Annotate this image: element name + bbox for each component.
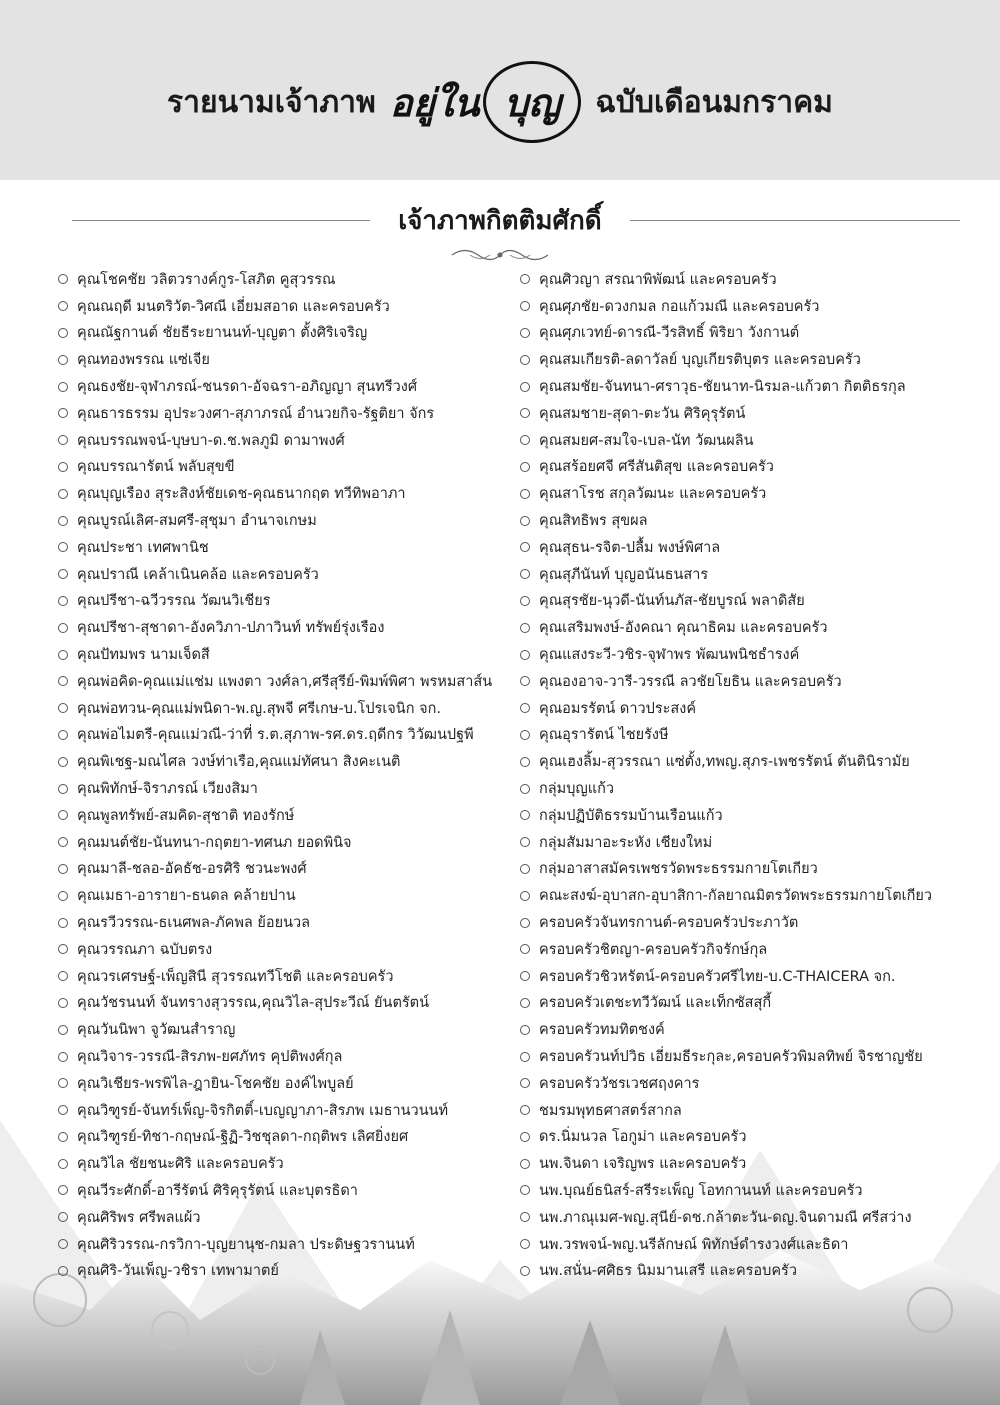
circle-bullet-icon <box>58 1132 68 1142</box>
donor-name: คุณบรรณพจน์-บุษบา-ด.ช.พลภูมิ ดามาพงศ์ <box>77 432 345 449</box>
circle-bullet-icon <box>58 569 68 579</box>
donor-name: ครอบครัวชิวหรัตน์-ครอบครัวศรีไทย-บ.C-THAICERA จก. <box>539 968 896 985</box>
donor-name: คุณทองพรรณ แซ่เจีย <box>77 352 210 369</box>
right-list-item <box>520 802 960 829</box>
donor-name: คุณมาลี-ชลอ-อัคธัช-อรศิริ ชวนะพงศ์ <box>77 861 307 878</box>
circle-bullet-icon <box>520 784 530 794</box>
left-list-item <box>58 266 518 293</box>
right-list-item <box>520 427 960 454</box>
left-list-item <box>58 454 518 481</box>
circle-bullet-icon <box>520 757 530 767</box>
circle-bullet-icon <box>58 623 68 633</box>
donor-name: ครอบครัวจันทรกานต์-ครอบครัวประภาวัต <box>539 915 799 932</box>
circle-bullet-icon <box>520 542 530 552</box>
donor-name: คุณวรเศรษฐ์-เพ็ญสินี สุวรรณทวีโชติ และครอบครัว <box>77 968 394 985</box>
right-list-item <box>520 400 960 427</box>
circle-bullet-icon <box>58 516 68 526</box>
left-list-item <box>58 534 518 561</box>
right-list-item <box>520 829 960 856</box>
donor-name: คุณธงชัย-จุฬาภรณ์-ชนรดา-อัจฉรา-อภิญญา สุนทรีวงศ์ <box>77 379 418 396</box>
donor-name: กลุ่มสัมมาอะระหัง เชียงใหม่ <box>539 834 713 851</box>
right-list-item <box>520 1070 960 1097</box>
left-list-item <box>58 963 518 990</box>
donor-name: คุณศิริพร ศรีพลแผ้ว <box>77 1209 201 1226</box>
left-list-item <box>58 802 518 829</box>
left-list-item <box>58 748 518 775</box>
circle-bullet-icon <box>520 408 530 418</box>
donor-name: คุณสิทธิพร สุขผล <box>539 513 648 530</box>
donor-name: คุณพ่อทวน-คุณแม่พนิดา-พ.ญ.สุพจี ศรีเกษ-บ.โปรเจนิก จก. <box>77 700 441 717</box>
circle-bullet-icon <box>58 971 68 981</box>
circle-bullet-icon <box>520 650 530 660</box>
donor-name: คุณรวีวรรณ-ธเนศพล-ภัคพล ย้อยนวล <box>77 915 311 932</box>
right-name-list <box>520 266 960 1284</box>
donor-name: คุณสมชาย-สุดา-ตะวัน ศิริคุรุรัตน์ <box>539 405 746 422</box>
donor-name: คุณปัทมพร นามเจ็ดสี <box>77 647 210 664</box>
right-list-item <box>520 480 960 507</box>
donor-name: นพ.บุณย์ธนิสร์-สรีระเพ็ญ โอทกานนท์ และครอบครัว <box>539 1182 863 1199</box>
circle-bullet-icon <box>58 1212 68 1222</box>
right-list-item <box>520 1257 960 1284</box>
circle-bullet-icon <box>58 1266 68 1276</box>
donor-name: คุณโชคชัย วลิตวรางค์กูร-โสภิต คูสุวรรณ <box>77 271 336 288</box>
circle-bullet-icon <box>58 891 68 901</box>
donor-name: คุณสาโรช สกุลวัฒนะ และครอบครัว <box>539 486 767 503</box>
circle-bullet-icon <box>520 274 530 284</box>
donor-name: คุณเสริมพงษ์-อังคณา คุณาธิคม และครอบครัว <box>539 620 828 637</box>
circle-bullet-icon <box>58 864 68 874</box>
circle-bullet-icon <box>58 998 68 1008</box>
right-list-item <box>520 963 960 990</box>
donor-name: คุณสุภีนันท์ บุญอนันธนสาร <box>539 566 709 583</box>
donor-name: นพ.วรพจน์-พญ.นรีลักษณ์ พิทักษ์ดำรงวงศ์และธิดา <box>539 1236 849 1253</box>
right-list-item <box>520 1097 960 1124</box>
circle-bullet-icon <box>520 703 530 713</box>
right-list-item <box>520 1150 960 1177</box>
right-list-item <box>520 990 960 1017</box>
circle-bullet-icon <box>58 462 68 472</box>
circle-bullet-icon <box>520 810 530 820</box>
circle-bullet-icon <box>58 1052 68 1062</box>
donor-name: คุณเมธา-อารายา-ธนดล คล้ายปาน <box>77 888 296 905</box>
circle-bullet-icon <box>520 569 530 579</box>
right-list-item <box>520 1177 960 1204</box>
left-list-item <box>58 346 518 373</box>
circle-bullet-icon <box>520 1052 530 1062</box>
donor-name: คุณปรีชา-สุชาดา-อังควิภา-ปภาวินท์ ทรัพย์รุ่งเรือง <box>77 620 385 637</box>
donor-name: คุณวิเชียร-พรพิไล-ฎายิน-โชคชัย องค์ไพบูลย์ <box>77 1075 354 1092</box>
right-list-item <box>520 561 960 588</box>
logo-text-part2: บุญ <box>504 79 561 125</box>
donor-name: คุณมนต์ชัย-นันทนา-กฤตยา-ทศนภ ยอดพินิจ <box>77 834 352 851</box>
donor-name: คุณปราณี เคล้าเนินคล้อ และครอบครัว <box>77 566 319 583</box>
donor-name: คุณศิริวรรณ-กรวิกา-บุญยานุช-กมลา ประดิษฐวรานนท์ <box>77 1236 415 1253</box>
circle-bullet-icon <box>520 1212 530 1222</box>
donor-name: คุณประชา เทศพานิช <box>77 539 209 556</box>
left-list-item <box>58 1070 518 1097</box>
header-banner <box>0 0 1000 180</box>
circle-bullet-icon <box>58 355 68 365</box>
left-list-item <box>58 936 518 963</box>
circle-bullet-icon <box>58 676 68 686</box>
circle-bullet-icon <box>520 1078 530 1088</box>
circle-bullet-icon <box>520 623 530 633</box>
right-list-item <box>520 1204 960 1231</box>
donor-name: คุณบูรณ์เลิศ-สมศรี-สุชุมา อำนาจเกษม <box>77 513 317 530</box>
donor-name: คุณวัชรนนท์ จันทรางสุวรรณ,คุณวิไล-สุประวีณ์ ยันตรัตน์ <box>77 995 430 1012</box>
right-list-item <box>520 1043 960 1070</box>
circle-bullet-icon <box>58 1185 68 1195</box>
left-list-item <box>58 1124 518 1151</box>
circle-bullet-icon <box>520 1132 530 1142</box>
circle-bullet-icon <box>58 542 68 552</box>
left-list-item <box>58 1150 518 1177</box>
left-list-item <box>58 990 518 1017</box>
left-list-item <box>58 1097 518 1124</box>
circle-bullet-icon <box>58 810 68 820</box>
right-list-item <box>520 775 960 802</box>
right-list-item <box>520 454 960 481</box>
donor-name: คุณศุภเวทย์-ดารณี-วีรสิทธิ์ พิริยา วังกานต์ <box>539 325 800 342</box>
circle-bullet-icon <box>58 918 68 928</box>
left-list-item <box>58 882 518 909</box>
left-list-item <box>58 1231 518 1258</box>
donor-name: คุณสมชัย-จันทนา-ศราวุธ-ชัยนาท-นิรมล-แก้วตา กิตติธรกุล <box>539 379 906 396</box>
circle-bullet-icon <box>58 650 68 660</box>
left-list-item <box>58 695 518 722</box>
donor-name: คุณพูลทรัพย์-สมคิด-สุชาติ ทองรักษ์ <box>77 807 295 824</box>
donor-name: นพ.ภาณุเมศ-พญ.สุนีย์-ดช.กล้าตะวัน-ดญ.จินดามณี ศรีสว่าง <box>539 1209 912 1226</box>
right-list-item <box>520 882 960 909</box>
donor-name: คุณพ่อคิด-คุณแม่แช่ม แพงตา วงศ์ลา,ศรีสุรีย์-พิมพ์พิศา พรหมสาส์น <box>77 673 493 690</box>
circle-bullet-icon <box>58 408 68 418</box>
donor-name: คุณอมรรัตน์ ดาวประสงค์ <box>539 700 697 717</box>
circle-bullet-icon <box>58 596 68 606</box>
left-list-item <box>58 1177 518 1204</box>
right-list-item <box>520 668 960 695</box>
circle-bullet-icon <box>58 1159 68 1169</box>
circle-bullet-icon <box>520 301 530 311</box>
circle-bullet-icon <box>58 837 68 847</box>
right-list-item <box>520 266 960 293</box>
left-list-item <box>58 1016 518 1043</box>
left-list-item <box>58 722 518 749</box>
circle-bullet-icon <box>58 328 68 338</box>
circle-bullet-icon <box>58 757 68 767</box>
left-list-item <box>58 668 518 695</box>
donor-name: คุณวรรณภา ฉบับตรง <box>77 941 213 958</box>
right-list-item <box>520 588 960 615</box>
right-list-item <box>520 722 960 749</box>
donor-name: คุณอุรารัตน์ ไชยรังษี <box>539 727 669 744</box>
donor-name: คุณองอาจ-วารี-วรรณี ลวชัยโยธิน และครอบครัว <box>539 673 842 690</box>
left-list-item <box>58 427 518 454</box>
donor-name: คุณธารธรรม อุประวงศา-สุภาภรณ์ อำนวยกิจ-รัฐติยา จักร <box>77 405 435 422</box>
donor-name: คุณวันนิพา จูวัฒนสำราญ <box>77 1022 236 1039</box>
left-list-item <box>58 373 518 400</box>
circle-bullet-icon <box>520 1266 530 1276</box>
circle-bullet-icon <box>520 596 530 606</box>
circle-bullet-icon <box>520 730 530 740</box>
donor-name: คุณพิเชฐ-มณไศล วงษ์ท่าเรือ,คุณแม่ทัศนา สิงคะเนติ <box>77 754 401 771</box>
donor-name: คุณบรรณารัตน์ พลับสุขขี <box>77 459 235 476</box>
right-list-item <box>520 320 960 347</box>
circle-bullet-icon <box>520 462 530 472</box>
left-list-item <box>58 588 518 615</box>
program-logo <box>390 61 582 143</box>
circle-bullet-icon <box>520 435 530 445</box>
donor-name: ครอบครัวชิตญา-ครอบครัวกิจรักษ์กุล <box>539 941 768 958</box>
donor-name: ดร.นิ่มนวล โอกูม่า และครอบครัว <box>539 1129 747 1146</box>
circle-bullet-icon <box>520 1159 530 1169</box>
donor-name: คุณวิฑูรย์-ทิชา-กฤษณ์-ฐิฏิ-วิชชุลดา-กฤติพร เลิศยิ่งยศ <box>77 1129 409 1146</box>
circle-bullet-icon <box>520 676 530 686</box>
donor-name: ครอบครัวทมทิตชงค์ <box>539 1022 665 1039</box>
left-list-item <box>58 561 518 588</box>
circle-bullet-icon <box>520 382 530 392</box>
donor-name: คุณศุภชัย-ดวงกมล กอแก้วมณี และครอบครัว <box>539 298 820 315</box>
right-list-item <box>520 695 960 722</box>
donor-name: คุณสุธน-รจิต-ปลื้ม พงษ์พิศาล <box>539 539 721 556</box>
donor-name: คุณศิริ-วันเพ็ญ-วชิรา เทพามาตย์ <box>77 1263 279 1280</box>
circle-bullet-icon <box>58 301 68 311</box>
donor-name: คุณสร้อยศจี ศรีสันติสุข และครอบครัว <box>539 459 774 476</box>
circle-bullet-icon <box>58 382 68 392</box>
section-title: เจ้าภาพกิตติมศักดิ์ <box>398 206 602 236</box>
donor-name: ครอบครัวเตชะทวีวัฒน์ และเท็กซัสสุกี้ <box>539 995 772 1012</box>
circle-bullet-icon <box>520 918 530 928</box>
logo-text-part1: อยู่ใน <box>389 79 480 125</box>
donor-name: คุณสุรชัย-นุวดี-นันท์นภัส-ชัยบูรณ์ พลาดิสัย <box>539 593 805 610</box>
donor-name: นพ.สนั่น-ศศิธร นิมมานเสรี และครอบครัว <box>539 1263 797 1280</box>
circle-bullet-icon <box>520 971 530 981</box>
circle-bullet-icon <box>520 891 530 901</box>
circle-bullet-icon <box>520 1185 530 1195</box>
left-list-item <box>58 1204 518 1231</box>
left-list-item <box>58 614 518 641</box>
donor-name: กลุ่มบุญแก้ว <box>539 781 615 798</box>
donor-name: คุณวีระศักดิ์-อารีรัตน์ ศิริคุรุรัตน์ และบุตรธิดา <box>77 1182 358 1199</box>
header-right-text: ฉบับเดือนมกราคม <box>595 84 833 120</box>
left-list-item <box>58 400 518 427</box>
donor-name: คุณศิวญา สรณาพิพัฒน์ และครอบครัว <box>539 271 777 288</box>
right-list-item <box>520 534 960 561</box>
left-list-item <box>58 480 518 507</box>
circle-bullet-icon <box>58 730 68 740</box>
circle-bullet-icon <box>520 1239 530 1249</box>
donor-name: คุณวิไล ชัยชนะศิริ และครอบครัว <box>77 1156 284 1173</box>
header-left-text: รายนามเจ้าภาพ <box>167 84 376 120</box>
circle-bullet-icon <box>58 435 68 445</box>
donor-name: คุณพิทักษ์-จิราภรณ์ เวียงสิมา <box>77 781 258 798</box>
circle-bullet-icon <box>520 328 530 338</box>
circle-bullet-icon <box>58 489 68 499</box>
right-list-item <box>520 909 960 936</box>
donor-name: คุณวิฑูรย์-จันทร์เพ็ญ-จิรกิตติ์-เบญญาภา-สิรภพ เมธานวนนท์ <box>77 1102 449 1119</box>
circle-bullet-icon <box>520 864 530 874</box>
circle-bullet-icon <box>520 516 530 526</box>
donor-name: นพ.จินดา เจริญพร และครอบครัว <box>539 1156 747 1173</box>
donor-name: คุณปรีชา-ฉวีวรรณ วัฒนวิเชียร <box>77 593 271 610</box>
flourish-ornament-icon <box>450 246 550 264</box>
circle-bullet-icon <box>58 1105 68 1115</box>
right-list-item <box>520 1124 960 1151</box>
logo-circle <box>483 61 581 143</box>
donor-name: คุณบุญเรือง สุระสิงห์ชัยเดช-คุณธนากฤต ทวีทิพอาภา <box>77 486 406 503</box>
donor-name: คณะสงฆ์-อุบาสก-อุบาสิกา-กัลยาณมิตรวัดพระธรรมกายโตเกียว <box>539 888 933 905</box>
right-list-item <box>520 1231 960 1258</box>
right-list-item <box>520 936 960 963</box>
circle-bullet-icon <box>520 355 530 365</box>
donor-name: คุณวิจาร-วรรณี-สิรภพ-ยศภัทร คุปติพงศ์กุล <box>77 1049 343 1065</box>
right-list-item <box>520 1016 960 1043</box>
circle-bullet-icon <box>58 784 68 794</box>
circle-bullet-icon <box>520 489 530 499</box>
right-list-item <box>520 293 960 320</box>
right-list-item <box>520 614 960 641</box>
donor-name: คุณสมยศ-สมใจ-เบล-นัท วัฒนผลิน <box>539 432 754 449</box>
circle-bullet-icon <box>520 998 530 1008</box>
donor-name: ครอบครัวนท์ปวิธ เอี่ยมธีระกุละ,ครอบครัวพิมลทิพย์ จิรชาญชัย <box>539 1049 923 1065</box>
donor-name: ครอบครัววัชรเวชศฤงคาร <box>539 1075 700 1092</box>
left-list-item <box>58 856 518 883</box>
donor-name: คุณเฮงลิ้ม-สุวรรณา แซ่ตั้ง,ทพญ.สุภร-เพชรรัตน์ ตันตินิรามัย <box>539 754 910 771</box>
circle-bullet-icon <box>58 1239 68 1249</box>
left-list-item <box>58 641 518 668</box>
left-list-item <box>58 507 518 534</box>
left-list-item <box>58 775 518 802</box>
circle-bullet-icon <box>58 1025 68 1035</box>
right-list-item <box>520 373 960 400</box>
right-list-item <box>520 856 960 883</box>
circle-bullet-icon <box>58 703 68 713</box>
donor-name: กลุ่มอาสาสมัครเพชรวัดพระธรรมกายโตเกียว <box>539 861 818 878</box>
donor-name: คุณณัฐกานต์ ชัยธีระยานนท์-บุญตา ตั้งศิริเจริญ <box>77 325 368 342</box>
right-list-item <box>520 507 960 534</box>
donor-name: ชมรมพุทธศาสตร์สากล <box>539 1102 682 1119</box>
circle-bullet-icon <box>58 1078 68 1088</box>
circle-bullet-icon <box>520 1025 530 1035</box>
donor-name: คุณแสงระวี-วชิร-จุฬาพร พัฒนพนิชธำรงค์ <box>539 647 800 664</box>
circle-bullet-icon <box>58 944 68 954</box>
right-list-item <box>520 748 960 775</box>
circle-bullet-icon <box>520 944 530 954</box>
left-list-item <box>58 829 518 856</box>
donor-name: คุณสมเกียรติ-ลดาวัลย์ บุญเกียรติบุตร และครอบครัว <box>539 352 861 369</box>
donor-name: คุณพ่อไมตรี-คุณแม่วณี-ว่าที่ ร.ต.สุภาพ-รศ.ดร.ฤดีกร วิวัฒนปฐพี <box>77 727 474 744</box>
header-title-row <box>0 62 1000 142</box>
left-list-item <box>58 293 518 320</box>
donor-name: คุณณฤดี มนตริวัต-วิศณี เอี่ยมสอาด และครอบครัว <box>77 298 390 315</box>
left-name-list <box>58 266 518 1284</box>
circle-bullet-icon <box>58 274 68 284</box>
left-list-item <box>58 1257 518 1284</box>
left-list-item <box>58 1043 518 1070</box>
donor-name: กลุ่มปฏิบัติธรรมบ้านเรือนแก้ว <box>539 807 723 824</box>
right-list-item <box>520 641 960 668</box>
circle-bullet-icon <box>520 837 530 847</box>
right-list-item <box>520 346 960 373</box>
left-list-item <box>58 909 518 936</box>
left-list-item <box>58 320 518 347</box>
circle-bullet-icon <box>520 1105 530 1115</box>
